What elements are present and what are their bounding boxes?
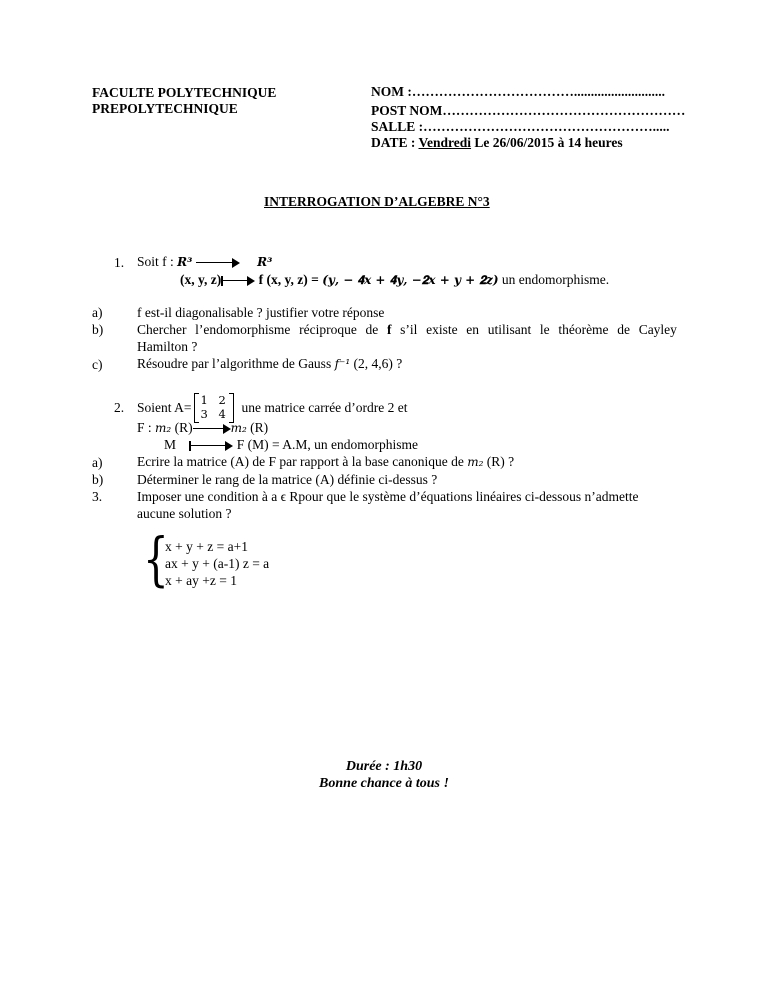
q1-codomain: 𝑹³ xyxy=(257,255,273,269)
q3-text-1: Imposer une condition à a ϵ Rpour que le système d’équations linéaires ci-dessous n’admette xyxy=(137,489,639,504)
q1-map-rule xyxy=(180,272,609,288)
matrix-cell-11: 1 xyxy=(200,392,208,407)
matrix-cell-22: 4 xyxy=(218,406,226,421)
q3-number: 3. xyxy=(92,489,103,504)
word: théorème xyxy=(558,322,609,337)
word: existe xyxy=(426,322,458,337)
q1-map-tail: un endomorphisme. xyxy=(498,272,610,287)
q1-map-mid: f (x, y, z) = xyxy=(255,272,323,287)
word: le xyxy=(539,322,550,337)
q2a-label: a) xyxy=(92,455,103,470)
q2-R1: (R) xyxy=(171,420,193,435)
q1b-line2: Hamilton ? xyxy=(137,339,198,354)
date-prefix: DATE : xyxy=(371,135,419,150)
matrix-a xyxy=(194,393,234,423)
nom-field: NOM :………………………………........................... xyxy=(371,84,665,99)
q2-m2-a: 𝑚₂ xyxy=(155,421,172,435)
q2-F-rule xyxy=(164,437,418,453)
q1-soit: Soit f : xyxy=(137,254,178,269)
q1a-label: a) xyxy=(92,305,103,320)
q2-R2: (R) xyxy=(246,420,269,435)
matrix-cell-21: 3 xyxy=(200,406,208,421)
q2-m2-b: 𝑚₂ xyxy=(230,421,247,435)
q3-text-2: aucune solution ? xyxy=(137,506,232,521)
mapsto-arrow-icon xyxy=(189,441,233,451)
salle-field: SALLE :……………………………………………..... xyxy=(371,119,670,134)
q2a-m2: 𝑚₂ xyxy=(467,455,484,469)
q1c-text xyxy=(137,356,402,372)
q2b-text: Déterminer le rang de la matrice (A) définie ci-dessus ? xyxy=(137,472,438,487)
q1-map-left: (x, y, z) xyxy=(180,272,222,287)
map-arrow-icon xyxy=(193,424,231,434)
date-line xyxy=(371,135,623,151)
equation-2: ax + y + (a-1) z = a xyxy=(165,556,270,571)
q1c-label: c) xyxy=(92,357,103,372)
q1-domain: 𝑹³ xyxy=(177,255,193,269)
q1-map-expr: (𝒚, − 𝟒𝒙 + 𝟒𝒚, −𝟐𝒙 + 𝒚 + 𝟐𝒛) xyxy=(322,273,499,287)
word: de xyxy=(365,322,379,337)
exam-title: INTERROGATION D’ALGEBRE N°3 xyxy=(264,194,490,209)
q1c-finv: 𝑓⁻¹ xyxy=(334,357,351,371)
date-rest: Le 26/06/2015 à 14 heures xyxy=(471,135,623,150)
q2a-part1: Ecrire la matrice (A) de F par rapport à la base canonique de xyxy=(137,454,468,469)
q2a-part2: (R) ? xyxy=(483,454,515,469)
word: Chercher xyxy=(137,322,187,337)
q1c-part2: (2, 4,6) ? xyxy=(350,356,403,371)
faculty-name: FACULTE POLYTECHNIQUE xyxy=(92,85,277,100)
equation-1: x + y + z = a+1 xyxy=(165,539,248,554)
mapsto-arrow-icon xyxy=(221,276,255,286)
word: de xyxy=(617,322,630,337)
post-nom-field: POST NOM……………………………………………… xyxy=(371,103,686,118)
q1-map-def xyxy=(137,254,272,270)
q1-number: 1. xyxy=(114,255,125,270)
q1c-part1: Résoudre par l’algorithme de Gauss xyxy=(137,356,335,371)
word: en xyxy=(466,322,480,337)
date-day: Vendredi xyxy=(418,135,472,150)
map-arrow-icon xyxy=(196,258,240,268)
faculty-sub: PREPOLYTECHNIQUE xyxy=(92,101,238,116)
word: Cayley xyxy=(638,322,677,337)
q1a-text: f est-il diagonalisable ? justifier votre réponse xyxy=(137,305,385,320)
q2a-text xyxy=(137,454,514,470)
q1b-text xyxy=(137,322,677,338)
q2-matrix-line xyxy=(137,392,408,423)
word: réciproque xyxy=(299,322,357,337)
system-brace: { xyxy=(143,525,169,593)
q1b-f-bold: f xyxy=(386,322,392,337)
equation-3: x + ay +z = 1 xyxy=(165,573,237,588)
q2-soient: Soient A= xyxy=(137,399,192,415)
word: s’il xyxy=(400,322,418,337)
q1b-label: b) xyxy=(92,322,104,337)
q2-map-M: M xyxy=(164,437,180,452)
q2-number: 2. xyxy=(114,400,125,415)
q2-F-prefix: F : xyxy=(137,420,156,435)
q2-desc: une matrice carrée d’ordre 2 et xyxy=(241,399,408,415)
duration: Durée : 1h30 xyxy=(345,759,423,774)
q2b-label: b) xyxy=(92,472,104,487)
good-luck: Bonne chance à tous ! xyxy=(319,776,449,791)
q2-F-def xyxy=(137,420,268,436)
matrix-cell-12: 2 xyxy=(218,392,226,407)
q2-map-rest: F (M) = A.M, un endomorphisme xyxy=(233,437,419,452)
word: utilisant xyxy=(487,322,532,337)
word: l’endomorphisme xyxy=(195,322,291,337)
